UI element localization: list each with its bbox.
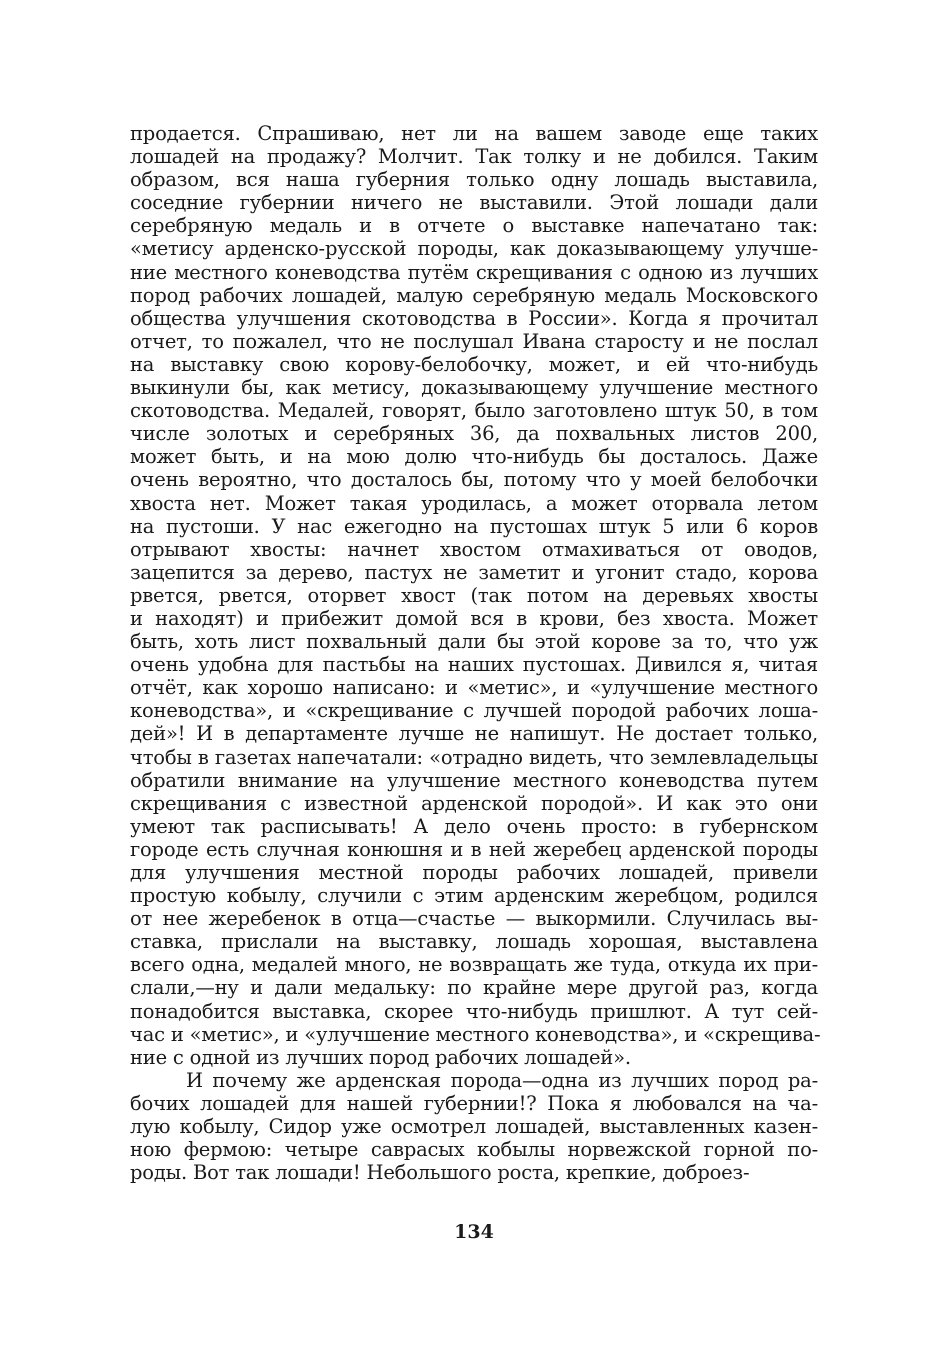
text-line: лую кобылу, Сидор уже осмотрел лошадей, выставленных казен- (130, 1115, 818, 1139)
text-line: слали,—ну и дали медальку: по крайне мере другой раз, когда (130, 976, 818, 1000)
text-line: зацепится за дерево, пастух не заметит и угонит стадо, корова (130, 560, 818, 584)
text-line: скотоводства. Медалей, говорят, было заготовлено штук 50, в том (130, 399, 818, 423)
text-line: чтобы в газетах напечатали: «отрадно видеть, что землевладельцы (130, 745, 818, 769)
text-line: на пустоши. У нас ежегодно на пустошах штук 5 или 6 коров (130, 514, 818, 538)
text-line: образом, вся наша губерния только одну лошадь выставила, (130, 168, 818, 192)
text-line: числе золотых и серебряных 36, да похвальных листов 200, (130, 422, 818, 446)
text-line: от нее жеребенок в отца—счастье — выкормили. Случилась вы- (130, 907, 818, 931)
text-line: простую кобылу, случили с этим арденским жеребцом, родился (130, 884, 818, 908)
text-line: обратили внимание на улучшение местного коневодства путем (130, 768, 818, 792)
text-line: ние местного коневодства путём скрещивания с одною из лучших (130, 260, 818, 284)
text-line: дей»! И в департаменте лучше не напишут. Не достает только, (130, 722, 818, 746)
page-number: 134 (454, 1221, 494, 1243)
text-line: хвоста нет. Может такая уродилась, а может оторвала летом (130, 491, 818, 515)
text-line: коневодства», и «скрещивание с лучшей породой рабочих лоша- (130, 699, 818, 723)
text-line: продается. Спрашиваю, нет ли на вашем заводе еще таких (130, 122, 818, 145)
body-text (130, 122, 821, 1185)
text-line: понадобится выставка, скорее что-нибудь пришлют. А тут сей- (130, 999, 818, 1023)
text-line: очень удобна для пастьбы на наших пустошах. Дивился я, читая (130, 653, 818, 677)
text-line: ние с одной из лучших пород рабочих лошадей». (130, 1045, 631, 1069)
text-line: серебряную медаль и в отчете о выставке напечатано так: (130, 214, 818, 238)
text-line: отчет, то пожалел, что не послушал Ивана старосту и не послал (130, 329, 818, 353)
text-line: всего одна, медалей много, не возвращать же туда, откуда их при- (130, 953, 818, 977)
text-line: лошадей на продажу? Молчит. Так толку и не добился. Таким (130, 145, 818, 169)
text-line: быть, хоть лист похвальный дали бы этой корове за то, что уж (130, 630, 818, 654)
text-line: для улучшения местной породы рабочих лошадей, привели (130, 861, 818, 884)
text-line: бочих лошадей для нашей губернии!? Пока я любовался на ча- (130, 1091, 818, 1115)
text-line: городе есть случная конюшня и в ней жеребец арденской породы (130, 837, 818, 861)
text-line: скрещивания с известной арденской породой». И как это они (130, 791, 818, 815)
text-line: отрывают хвосты: начнет хвостом отмахиваться от оводов, (130, 537, 818, 561)
text-line: и находят) и прибежит домой вся в крови, без хвоста. Может (130, 606, 818, 630)
text-line: роды. Вот так лошади! Небольшого роста, крепкие, доброез- (130, 1161, 750, 1185)
text-line: очень вероятно, что досталось бы, потому что у моей белобочки (130, 468, 818, 492)
text-line: час и «метис», и «улучшение местного коневодства», и «скрещива- (130, 1022, 821, 1046)
text-line: выкинули бы, как метису, доказывающему улучшение местного (130, 376, 818, 400)
text-line: рвется, рвется, оторвет хвост (так потом на деревьях хвосты (130, 583, 818, 607)
text-line: «метису арденско-русской породы, как доказывающему улучше- (130, 237, 818, 261)
text-line: отчёт, как хорошо написано: и «метис», и «улучшение местного (130, 676, 818, 700)
text-line: может быть, и на мою долю что-нибудь бы досталось. Даже (130, 445, 818, 469)
text-line: ставка, прислали на выставку, лошадь хорошая, выставлена (130, 930, 818, 954)
text-line: умеют так расписывать! А дело очень просто: в губернском (130, 814, 818, 838)
text-line: соседние губернии ничего не выставили. Этой лошади дали (130, 191, 818, 215)
text-line: И почему же арденская порода—одна из лучших пород ра- (186, 1068, 818, 1092)
text-line: на выставку свою корову-белобочку, может, и ей что-нибудь (130, 352, 818, 376)
text-line: ною фермою: четыре саврасых кобылы норвежской горной по- (130, 1138, 818, 1162)
text-line: пород рабочих лошадей, малую серебряную медаль Московского (130, 283, 818, 307)
text-line: общества улучшения скотоводства в России». Когда я прочитал (130, 306, 818, 330)
